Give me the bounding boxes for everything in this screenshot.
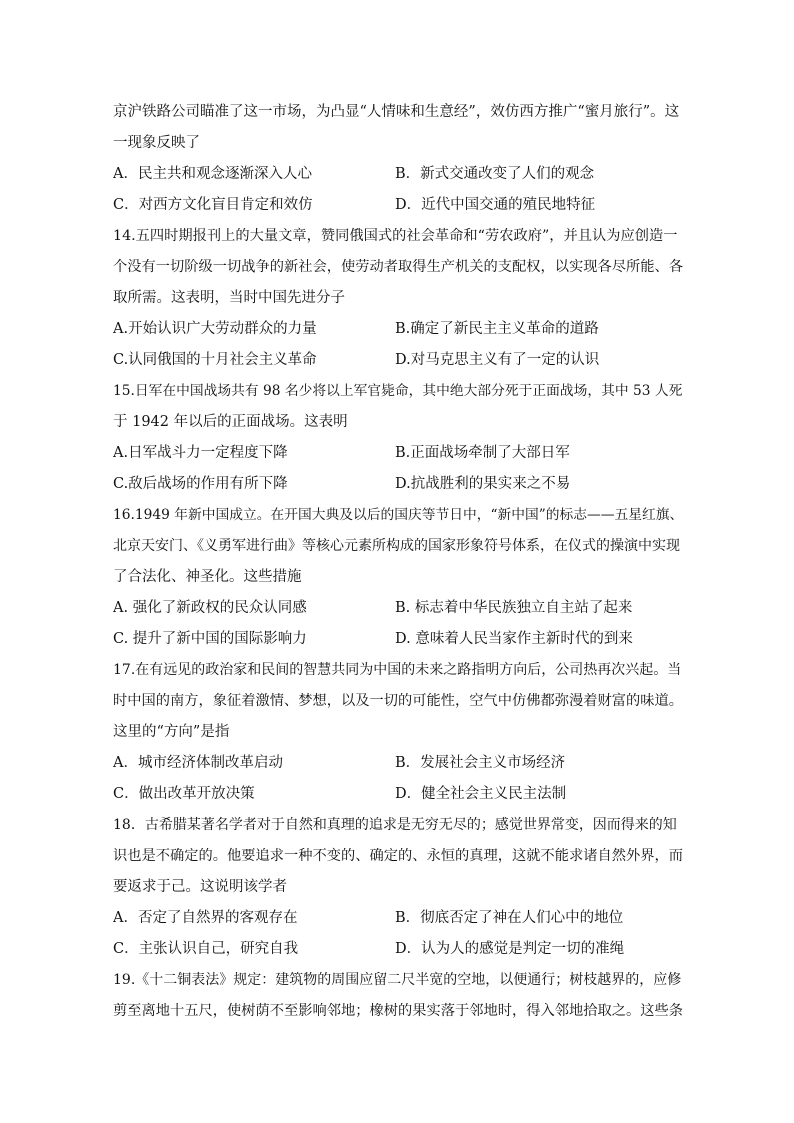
question-stem-line: 15.日军在中国战场共有 98 名少将以上军官毙命，其中绝大部分死于正面战场，其中 53 人死: [113, 383, 683, 399]
question-stem-line: 个没有一切阶级一切战争的新社会，使劳动者取得生产机关的支配权，以实现各尽所能、各: [113, 259, 684, 275]
question-stem-line: 14.五四时期报刊上的大量文章，赞同俄国式的社会革命和“劳农政府”，并且认为应创造一: [113, 228, 678, 244]
option-b: B．彻底否定了神在人们心中的地位: [395, 910, 624, 926]
question-18: [113, 810, 683, 965]
option-a: A．否定了自然界的客观存在: [113, 910, 298, 926]
question-16: [113, 500, 683, 655]
option-a: A．城市经济体制改革启动: [113, 755, 283, 771]
option-row: [113, 314, 683, 345]
option-row: [113, 438, 683, 469]
question-stem-line: 于 1942 年以后的正面战场。这表明: [113, 414, 348, 430]
question-stem-line: 京沪铁路公司瞄准了这一市场，为凸显“人情味和生意经”，效仿西方推广“蜜月旅行”。这: [113, 104, 680, 120]
option-d: D．健全社会主义民主法制: [395, 786, 567, 802]
option-b: B．新式交通改变了人们的观念: [395, 166, 595, 182]
option-c: C.敌后战场的作用有所下降: [113, 476, 288, 492]
question-stem-line: 了合法化、神圣化。这些措施: [113, 569, 302, 585]
option-row: [113, 779, 683, 810]
option-row: [113, 345, 683, 376]
option-row: [113, 159, 683, 190]
question-stem-line: 识也是不确定的。他要追求一种不变的、确定的、永恒的真理，这就不能求诸自然外界，而: [113, 848, 684, 864]
question-19: [113, 965, 683, 1027]
question-stem-line: 16.1949 年新中国成立。在开国大典及以后的国庆等节日中，“新中国”的标志——五星红旗、: [113, 507, 684, 523]
option-b: B.确定了新民主主义革命的道路: [395, 321, 599, 337]
question-stem-line: 要返求于己。这说明该学者: [113, 879, 287, 895]
option-c: C. 提升了新中国的国际影响力: [113, 631, 307, 647]
option-c: C.认同俄国的十月社会主义革命: [113, 352, 317, 368]
option-d: D.抗战胜利的果实来之不易: [395, 476, 571, 492]
option-d: D.对马克思主义有了一定的认识: [395, 352, 600, 368]
question-stem-line: 一现象反映了: [113, 135, 200, 151]
question-stem-line: 这里的“方向”是指: [113, 724, 230, 740]
option-c: C．主张认识自己，研究自我: [113, 941, 299, 957]
option-a: A．民主共和观念逐渐深入人心: [113, 166, 312, 182]
option-a: A. 强化了新政权的民众认同感: [113, 600, 307, 616]
option-d: D．近代中国交通的殖民地特征: [395, 197, 596, 213]
page-content: [113, 97, 683, 1027]
option-b: B. 标志着中华民族独立自主站了起来: [395, 600, 633, 616]
question-14: [113, 221, 683, 376]
question-stem-line: 18．古希腊某著名学者对于自然和真理的追求是无穷无尽的；感觉世界常变，因而得来的知: [113, 817, 677, 833]
option-row: [113, 593, 683, 624]
option-d: D. 意味着人民当家作主新时代的到来: [395, 631, 633, 647]
option-b: B．发展社会主义市场经济: [395, 755, 566, 771]
option-c: C．对西方文化盲目肯定和效仿: [113, 197, 313, 213]
option-d: D．认为人的感觉是判定一切的准绳: [395, 941, 625, 957]
option-row: [113, 624, 683, 655]
option-row: [113, 748, 683, 779]
question-stem-line: 取所需。这表明，当时中国先进分子: [113, 290, 345, 306]
question-stem-line: 时中国的南方，象征着激情、梦想，以及一切的可能性，空气中仿佛都弥漫着财富的味道。: [113, 693, 684, 709]
option-a: A.日军战斗力一定程度下降: [113, 445, 288, 461]
question-13-continuation: [113, 97, 683, 221]
option-row: [113, 903, 683, 934]
option-a: A.开始认识广大劳动群众的力量: [113, 321, 317, 337]
option-row: [113, 190, 683, 221]
question-15: [113, 376, 683, 500]
question-stem-line: 北京天安门、《义勇军进行曲》等核心元素所构成的国家形象符号体系，在仪式的操演中实现: [113, 538, 680, 554]
option-row: [113, 469, 683, 500]
question-stem-line: 17.在有远见的政治家和民间的智慧共同为中国的未来之路指明方向后，公司热再次兴起。当: [113, 662, 682, 678]
option-c: C．做出改革开放决策: [113, 786, 255, 802]
question-stem-line: 剪至离地十五尺，使树荫不至影响邻地；橡树的果实落于邻地时，得入邻地拾取之。这些条: [113, 1003, 684, 1019]
question-stem-line: 19.《十二铜表法》规定：建筑物的周围应留二尺半宽的空地，以便通行；树枝越界的，应修: [113, 972, 682, 988]
option-row: [113, 934, 683, 965]
question-17: [113, 655, 683, 810]
option-b: B.正面战场牵制了大部日军: [395, 445, 570, 461]
